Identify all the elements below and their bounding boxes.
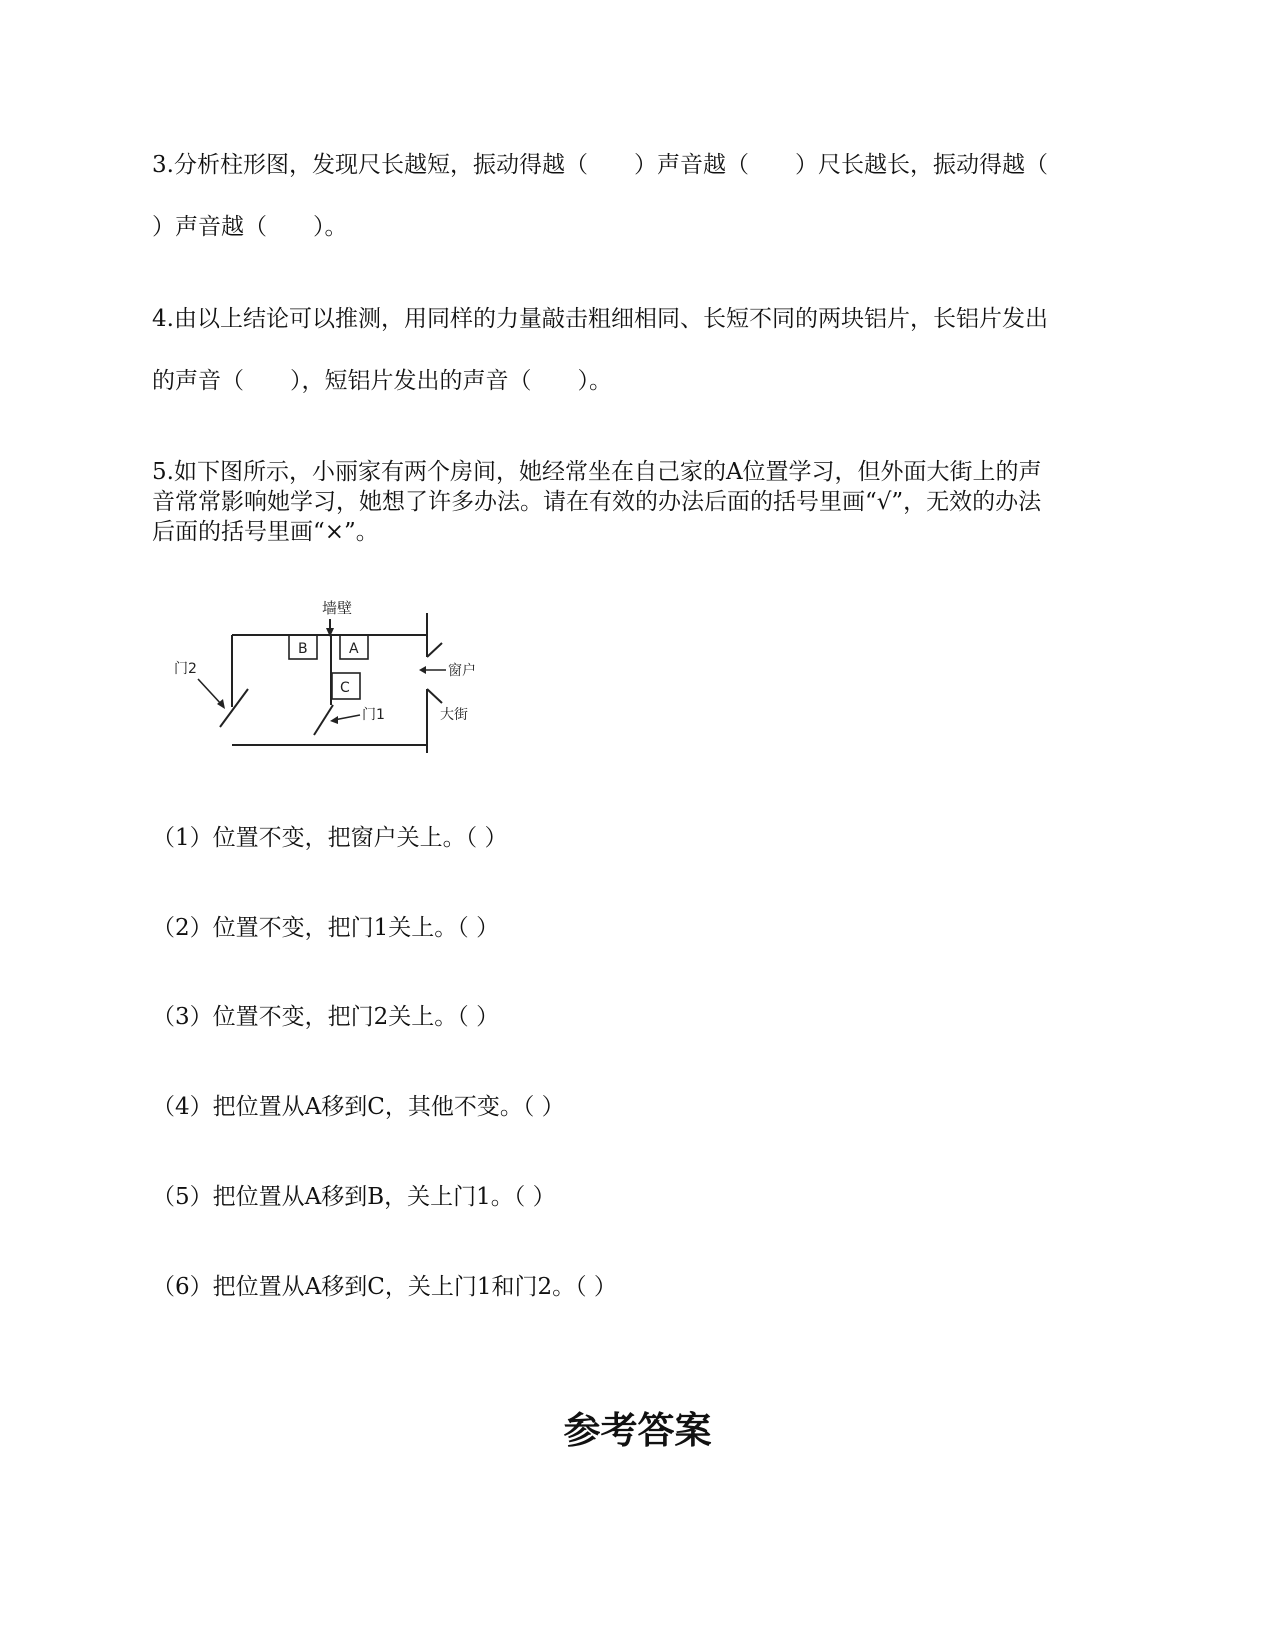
q3-line-2: ）声音越（ ）。: [152, 214, 348, 240]
door-1-pointer-head: [330, 716, 338, 724]
window-pointer-head: [419, 666, 426, 674]
q4-line-1: 4.由以上结论可以推测，用同样的力量敲击粗细相同、长短不同的两块铝片，长铝片发出: [152, 306, 1048, 332]
q4-line-2: 的声音（ ），短铝片发出的声音（ ）。: [152, 368, 612, 394]
door-2-label: 门2: [174, 661, 197, 677]
window-label: 窗户: [448, 663, 476, 679]
option-4: （4）把位置从A移到C，其他不变。（ ）: [152, 1094, 565, 1120]
door-2-pointer: [198, 679, 222, 705]
q3-line-1: 3.分析柱形图，发现尺长越短，振动得越（ ）声音越（ ）尺长越长，振动得越（: [152, 152, 1048, 178]
window-shutter-bottom: [427, 689, 442, 703]
q5-line-3: 后面的括号里画“×”。: [152, 519, 379, 545]
option-3: （3）位置不变，把门2关上。（ ）: [152, 1004, 500, 1030]
wall-label: 墙壁: [322, 599, 353, 617]
option-2: （2）位置不变，把门1关上。（ ）: [152, 915, 500, 941]
q5-line-2: 音常常影响她学习，她想了许多办法。请在有效的办法后面的括号里画“√”，无效的办法: [152, 489, 1042, 515]
option-1: （1）位置不变，把窗户关上。（ ）: [152, 825, 508, 851]
window-shutter-top: [427, 643, 442, 657]
q5-line-1: 5.如下图所示，小丽家有两个房间，她经常坐在自己家的A位置学习，但外面大街上的声: [152, 459, 1042, 485]
box-b-label: B: [298, 641, 308, 657]
door-1: [314, 705, 333, 735]
box-a-label: A: [349, 641, 359, 657]
option-5: （5）把位置从A移到B，关上门1。（ ）: [152, 1184, 556, 1210]
box-c-label: C: [340, 680, 350, 696]
floor-plan-diagram: [170, 595, 510, 795]
option-6: （6）把位置从A移到C，关上门1和门2。（ ）: [152, 1274, 617, 1300]
answer-title: 参考答案: [563, 1409, 712, 1452]
door-1-label: 门1: [362, 707, 385, 723]
street-label: 大街: [440, 707, 468, 723]
